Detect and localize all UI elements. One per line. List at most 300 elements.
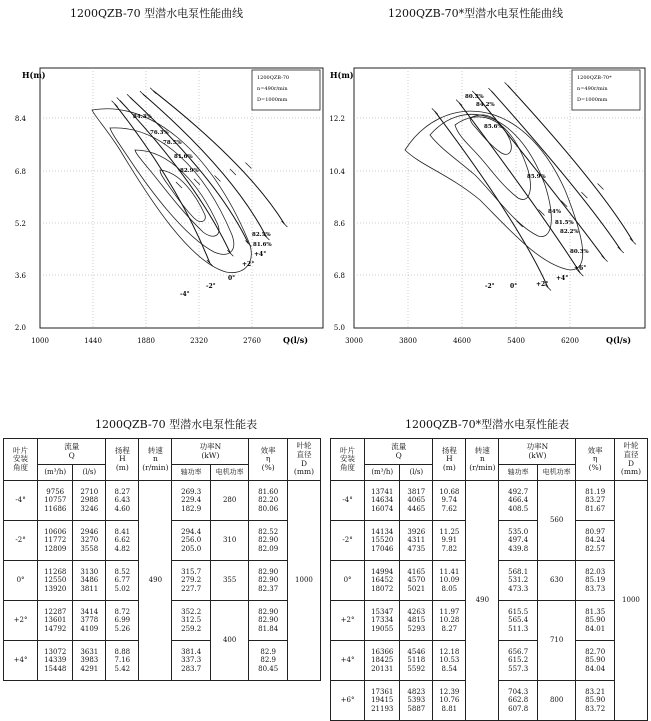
right-chart-title: 1200QZB-70*型潜水电泵性能曲线 xyxy=(388,7,564,20)
value: 11772 xyxy=(44,536,67,545)
curve-point xyxy=(140,91,146,97)
flow-m3-cell xyxy=(38,481,73,521)
value: 81.84 xyxy=(258,624,279,633)
flow-ls-cell xyxy=(400,481,433,521)
value: 11268 xyxy=(44,568,67,577)
value: 4465 xyxy=(407,504,426,513)
header-line: (m) xyxy=(442,462,456,472)
efficiency-header xyxy=(576,439,615,481)
value: 82.20 xyxy=(258,496,279,505)
header-line: 转速 xyxy=(147,445,163,455)
value: 12287 xyxy=(44,608,67,617)
value: 294.4 xyxy=(181,528,202,537)
head-cell xyxy=(433,561,466,601)
flow-m3-cell xyxy=(365,521,400,561)
efficiency-header xyxy=(249,439,288,481)
angle-header xyxy=(331,439,365,481)
value: 3246 xyxy=(80,504,99,513)
value: 497.4 xyxy=(508,536,529,545)
value: 4109 xyxy=(80,624,99,633)
value: 182.9 xyxy=(181,504,202,513)
shaft-power-cell xyxy=(499,561,538,601)
header-line: Q xyxy=(395,450,402,460)
efficiency-cell xyxy=(576,481,615,521)
value: 15448 xyxy=(44,664,67,673)
value: 83.73 xyxy=(585,584,606,593)
right-x-tick: 5400 xyxy=(507,337,525,345)
value: 17334 xyxy=(371,616,394,625)
table-row xyxy=(331,481,648,521)
value: 5393 xyxy=(407,696,426,705)
value: 82.52 xyxy=(258,528,279,537)
value: 82.9 xyxy=(260,648,276,657)
left-efficiency-label: 81.6% xyxy=(174,154,193,160)
left-performance-table xyxy=(3,438,321,681)
curve-point xyxy=(456,100,462,106)
value: 3983 xyxy=(80,656,99,665)
header-line: 直径 xyxy=(296,449,312,459)
value: 4165 xyxy=(407,568,426,577)
header-line: 直径 xyxy=(623,449,639,459)
shaft-power-cell xyxy=(499,641,538,681)
left-legend-line: n=490r/min xyxy=(257,86,288,92)
efficiency-cell xyxy=(576,601,615,641)
left-angle-label: -4° xyxy=(180,291,190,298)
value: 4546 xyxy=(407,648,426,657)
curve-point xyxy=(281,221,287,227)
left-efficiency-label: 82.9% xyxy=(180,168,199,174)
value: 14994 xyxy=(371,568,394,577)
value: 11.41 xyxy=(439,568,460,577)
head-cell xyxy=(106,641,139,681)
value: 2946 xyxy=(80,528,99,537)
right-efficiency-label: 85.6% xyxy=(484,124,503,130)
right-y-axis-label: H(m) xyxy=(330,70,354,80)
left-angle-label: +4° xyxy=(254,251,267,258)
value: 8.41 xyxy=(114,528,131,537)
curve-point xyxy=(117,98,123,104)
angle-curve-4 xyxy=(153,91,284,224)
value: 256.0 xyxy=(181,536,202,545)
value: 259.2 xyxy=(181,624,202,633)
speed-cell: 490 xyxy=(139,481,172,681)
value: 6.77 xyxy=(114,576,131,585)
left-angle-label: 0° xyxy=(228,275,236,282)
value: 10.28 xyxy=(439,616,460,625)
shaft-power-cell xyxy=(172,481,211,521)
value: 12809 xyxy=(44,544,67,553)
value: 229.4 xyxy=(181,496,202,505)
left-table-title: 1200QZB-70 型潜水电泵性能表 xyxy=(95,418,258,431)
left-x-ticks xyxy=(31,337,261,345)
value: 3631 xyxy=(80,648,99,657)
right-x-tick: 6200 xyxy=(561,337,579,345)
curve-point xyxy=(517,221,523,227)
right-angle-curves xyxy=(432,82,636,290)
left-x-axis-label: Q(l/s) xyxy=(283,335,309,345)
diameter-header xyxy=(287,439,320,481)
flow-m3-cell xyxy=(365,641,400,681)
value: 82.57 xyxy=(585,544,606,553)
value: 10757 xyxy=(44,496,67,505)
header-line: 效率 xyxy=(587,445,603,455)
value: 84.24 xyxy=(585,536,606,545)
value: 13072 xyxy=(44,648,67,657)
right-x-tick: 3800 xyxy=(399,337,417,345)
value: 8.27 xyxy=(441,624,458,633)
motor-power-cell: 710 xyxy=(537,601,576,681)
header-line: (r/min) xyxy=(469,462,496,472)
header-line: 叶片 xyxy=(340,445,356,455)
curve-point xyxy=(127,94,133,100)
value: 81.60 xyxy=(258,488,279,497)
header-line: 安装 xyxy=(340,454,356,464)
power-header xyxy=(499,439,576,465)
value: 82.09 xyxy=(258,544,279,553)
header-line: H xyxy=(446,454,453,464)
value: 4735 xyxy=(407,544,426,553)
value: 9.91 xyxy=(441,536,458,545)
header-line: n xyxy=(152,454,158,464)
value: 8.52 xyxy=(114,568,131,577)
right-angle-labels xyxy=(485,265,586,290)
left-efficiency-label: 82.5% xyxy=(252,232,271,238)
header-line: η xyxy=(592,454,598,464)
left-x-tick: 1000 xyxy=(31,337,49,345)
header-line: (mm) xyxy=(620,467,641,477)
motor-power-cell: 310 xyxy=(210,521,249,561)
value: 11.25 xyxy=(439,528,460,537)
header-line: (%) xyxy=(261,462,275,472)
header-line: (mm) xyxy=(293,467,314,477)
value: 3414 xyxy=(80,608,99,617)
right-efficiency-label: 85.9% xyxy=(527,174,546,180)
value: 82.90 xyxy=(258,608,279,617)
header-line: 功率N xyxy=(199,441,222,451)
left-angle-label: -2° xyxy=(206,283,216,290)
right-y-tick: 10.4 xyxy=(329,168,345,176)
value: 8.81 xyxy=(441,704,458,713)
right-x-ticks xyxy=(345,337,579,345)
value: 82.9 xyxy=(260,656,276,665)
right-y-tick: 6.8 xyxy=(333,272,345,280)
value: 17361 xyxy=(371,688,394,697)
value: 5293 xyxy=(407,624,426,633)
header-line: (r/min) xyxy=(142,462,169,472)
header-line: (kW) xyxy=(201,450,220,460)
right-efficiency-label: 82.2% xyxy=(560,229,579,235)
head-header xyxy=(106,439,139,481)
value: 83.72 xyxy=(585,704,606,713)
header-line: 安装 xyxy=(13,454,29,464)
value: 473.3 xyxy=(508,584,529,593)
value: 11686 xyxy=(44,504,67,513)
value: 205.0 xyxy=(181,544,202,553)
value: 4263 xyxy=(407,608,426,617)
value: 82.90 xyxy=(258,536,279,545)
shaft-power-cell xyxy=(499,481,538,521)
head-cell xyxy=(433,641,466,681)
value: 4.60 xyxy=(114,504,131,513)
value: 8.27 xyxy=(114,488,131,497)
flow-header xyxy=(365,439,433,465)
efficiency-cell xyxy=(576,681,615,721)
header-line: 角度 xyxy=(340,462,356,472)
value: 9.74 xyxy=(441,496,458,505)
flow-ls-cell xyxy=(73,641,106,681)
value: 315.7 xyxy=(181,568,202,577)
flow-ls-cell xyxy=(400,681,433,721)
value: 80.06 xyxy=(258,504,279,513)
value: 381.4 xyxy=(181,648,202,657)
left-chart-title: 1200QZB-70 型潜水电泵性能曲线 xyxy=(70,7,244,20)
value: 11.97 xyxy=(439,608,460,617)
left-y-axis-label: H(m) xyxy=(22,70,46,80)
value: 82.03 xyxy=(585,568,606,577)
right-efficiency-label: 80.3% xyxy=(465,94,484,100)
value: 17046 xyxy=(371,544,394,553)
efficiency-cell xyxy=(249,601,288,641)
value: 511.3 xyxy=(508,624,529,633)
value: 5.42 xyxy=(114,664,131,673)
left-x-tick: 1880 xyxy=(137,337,155,345)
curve-point xyxy=(215,176,221,182)
right-x-axis-label: Q(l/s) xyxy=(606,335,632,345)
value: 6.99 xyxy=(114,616,131,625)
value: 83.21 xyxy=(585,688,606,697)
angle-cell: +4° xyxy=(4,641,38,681)
value: 80.45 xyxy=(258,664,279,673)
shaft-power-cell xyxy=(499,521,538,561)
left-efficiency-label: 76.3% xyxy=(150,130,169,136)
value: 20131 xyxy=(371,664,394,673)
header-line: 叶轮 xyxy=(623,441,639,451)
motor-power-cell: 800 xyxy=(537,681,576,721)
motor-power-cell: 280 xyxy=(210,481,249,521)
curve-point xyxy=(598,183,604,189)
flow-ls-cell xyxy=(400,521,433,561)
header-line: 效率 xyxy=(260,445,276,455)
value: 10606 xyxy=(44,528,67,537)
value: 14134 xyxy=(371,528,394,537)
left-angle-label: +2° xyxy=(242,261,255,268)
shaft-power-cell xyxy=(499,681,538,721)
angle-cell: +2° xyxy=(331,601,365,641)
curve-point xyxy=(432,108,438,114)
head-header xyxy=(433,439,466,481)
value: 14792 xyxy=(44,624,67,633)
value: 5.26 xyxy=(114,624,131,633)
curve-point xyxy=(230,169,236,175)
value: 16452 xyxy=(371,576,394,585)
header-line: 流量 xyxy=(391,441,407,451)
value: 15520 xyxy=(371,536,394,545)
value: 18425 xyxy=(371,656,394,665)
curve-point xyxy=(630,238,636,244)
shaft-power-header: 轴功率 xyxy=(499,465,538,481)
value: 16366 xyxy=(371,648,394,657)
left-legend-line: D=1000mm xyxy=(257,97,288,103)
right-table-title: 1200QZB-70*型潜水电泵性能表 xyxy=(405,418,570,431)
header-line: 叶轮 xyxy=(296,441,312,451)
flow-ls-cell xyxy=(73,601,106,641)
value: 2988 xyxy=(80,496,99,505)
value: 4311 xyxy=(407,536,426,545)
header-line: (m) xyxy=(115,462,129,472)
left-y-tick: 3.6 xyxy=(14,272,26,280)
flow-ls-cell xyxy=(73,561,106,601)
header-line: 功率N xyxy=(526,441,549,451)
left-legend-line: 1200QZB-70 xyxy=(257,75,290,81)
value: 3558 xyxy=(80,544,99,553)
right-performance-table xyxy=(330,438,648,721)
header-line: 扬程 xyxy=(441,445,457,455)
value: 8.72 xyxy=(114,608,131,617)
header-line: 叶片 xyxy=(13,445,29,455)
motor-power-header: 电机功率 xyxy=(537,465,576,481)
right-legend-line: D=1000mm xyxy=(577,97,608,103)
value: 16074 xyxy=(371,504,394,513)
value: 615.2 xyxy=(508,656,529,665)
value: 13601 xyxy=(44,616,67,625)
efficiency-cell xyxy=(249,481,288,521)
header-line: 转速 xyxy=(474,445,490,455)
value: 662.8 xyxy=(508,696,529,705)
shaft-power-cell xyxy=(499,601,538,641)
angle-cell: 0° xyxy=(331,561,365,601)
value: 615.5 xyxy=(508,608,529,617)
value: 7.16 xyxy=(114,656,131,665)
value: 19055 xyxy=(371,624,394,633)
header-line: D xyxy=(627,458,634,468)
left-angle-labels xyxy=(180,251,266,298)
left-efficiency-label: 81.6% xyxy=(253,242,272,248)
angle-cell: +4° xyxy=(331,641,365,681)
head-cell xyxy=(433,681,466,721)
header-line: n xyxy=(479,454,485,464)
value: 535.0 xyxy=(508,528,529,537)
value: 5887 xyxy=(407,704,426,713)
value: 568.1 xyxy=(508,568,529,577)
efficiency-cell xyxy=(249,641,288,681)
flow-ls-cell xyxy=(73,521,106,561)
value: 8.54 xyxy=(441,664,458,673)
value: 492.7 xyxy=(508,488,529,497)
value: 4.82 xyxy=(114,544,131,553)
curve-point xyxy=(488,88,494,94)
flow-m3-header: (m³/h) xyxy=(365,465,400,481)
value: 81.19 xyxy=(585,488,606,497)
efficiency-cell xyxy=(576,521,615,561)
flow-ls-header: (l/s) xyxy=(73,465,106,481)
right-legend-line: 1200QZB-70* xyxy=(577,75,612,81)
value: 85.90 xyxy=(585,656,606,665)
speed-cell: 490 xyxy=(466,481,499,721)
value: 18072 xyxy=(371,584,394,593)
right-angle-label: +2° xyxy=(536,281,549,288)
value: 12550 xyxy=(44,576,67,585)
table-row xyxy=(4,481,321,521)
value: 13920 xyxy=(44,584,67,593)
value: 3270 xyxy=(80,536,99,545)
value: 8.88 xyxy=(114,648,131,657)
curve-point xyxy=(150,88,156,94)
right-y-tick: 12.2 xyxy=(329,115,345,123)
value: 3811 xyxy=(80,584,99,593)
left-y-tick: 5.2 xyxy=(14,220,26,228)
head-cell xyxy=(106,601,139,641)
header-line: (%) xyxy=(588,462,602,472)
header-line: 角度 xyxy=(13,462,29,472)
header-line: H xyxy=(119,454,126,464)
right-legend-line: n=490r/min xyxy=(577,86,608,92)
efficiency-cell xyxy=(249,521,288,561)
value: 12.18 xyxy=(439,648,460,657)
value: 2710 xyxy=(80,488,99,497)
flow-m3-cell xyxy=(38,561,73,601)
efficiency-cell xyxy=(576,641,615,681)
angle-cell: +6° xyxy=(331,681,365,721)
header-line: Q xyxy=(68,450,75,460)
angle-header xyxy=(4,439,38,481)
value: 4570 xyxy=(407,576,426,585)
shaft-power-cell xyxy=(172,561,211,601)
shaft-power-cell xyxy=(172,601,211,641)
curve-point xyxy=(505,82,511,88)
value: 269.3 xyxy=(181,488,202,497)
right-y-ticks xyxy=(329,115,345,332)
curve-point xyxy=(112,101,118,107)
right-efficiency-label: 84.2% xyxy=(476,102,495,108)
value: 3130 xyxy=(80,568,99,577)
value: 83.27 xyxy=(585,496,606,505)
value: 10.09 xyxy=(439,576,460,585)
value: 283.7 xyxy=(181,664,202,673)
speed-header xyxy=(466,439,499,481)
header-line: 流量 xyxy=(64,441,80,451)
value: 10.76 xyxy=(439,696,460,705)
value: 565.4 xyxy=(508,616,529,625)
value: 84.01 xyxy=(585,624,606,633)
header-line: D xyxy=(300,458,307,468)
angle-cell: -2° xyxy=(331,521,365,561)
head-cell xyxy=(106,521,139,561)
shaft-power-cell xyxy=(172,641,211,681)
value: 3926 xyxy=(407,528,426,537)
angle-cell: -2° xyxy=(4,521,38,561)
value: 4065 xyxy=(407,496,426,505)
flow-m3-cell xyxy=(38,601,73,641)
motor-power-cell: 355 xyxy=(210,561,249,601)
value: 19415 xyxy=(371,696,394,705)
header-line: η xyxy=(265,454,271,464)
value: 82.90 xyxy=(258,616,279,625)
value: 5592 xyxy=(407,664,426,673)
value: 6.62 xyxy=(114,536,131,545)
value: 5.02 xyxy=(114,584,131,593)
value: 4823 xyxy=(407,688,426,697)
left-performance-chart xyxy=(0,55,325,385)
value: 82.37 xyxy=(258,584,279,593)
flow-ls-cell xyxy=(73,481,106,521)
value: 82.70 xyxy=(585,648,606,657)
value: 656.7 xyxy=(508,648,529,657)
value: 14339 xyxy=(44,656,67,665)
angle-cell: +2° xyxy=(4,601,38,641)
angle-cell: 0° xyxy=(4,561,38,601)
speed-header xyxy=(139,439,172,481)
right-y-tick: 8.6 xyxy=(333,220,345,228)
